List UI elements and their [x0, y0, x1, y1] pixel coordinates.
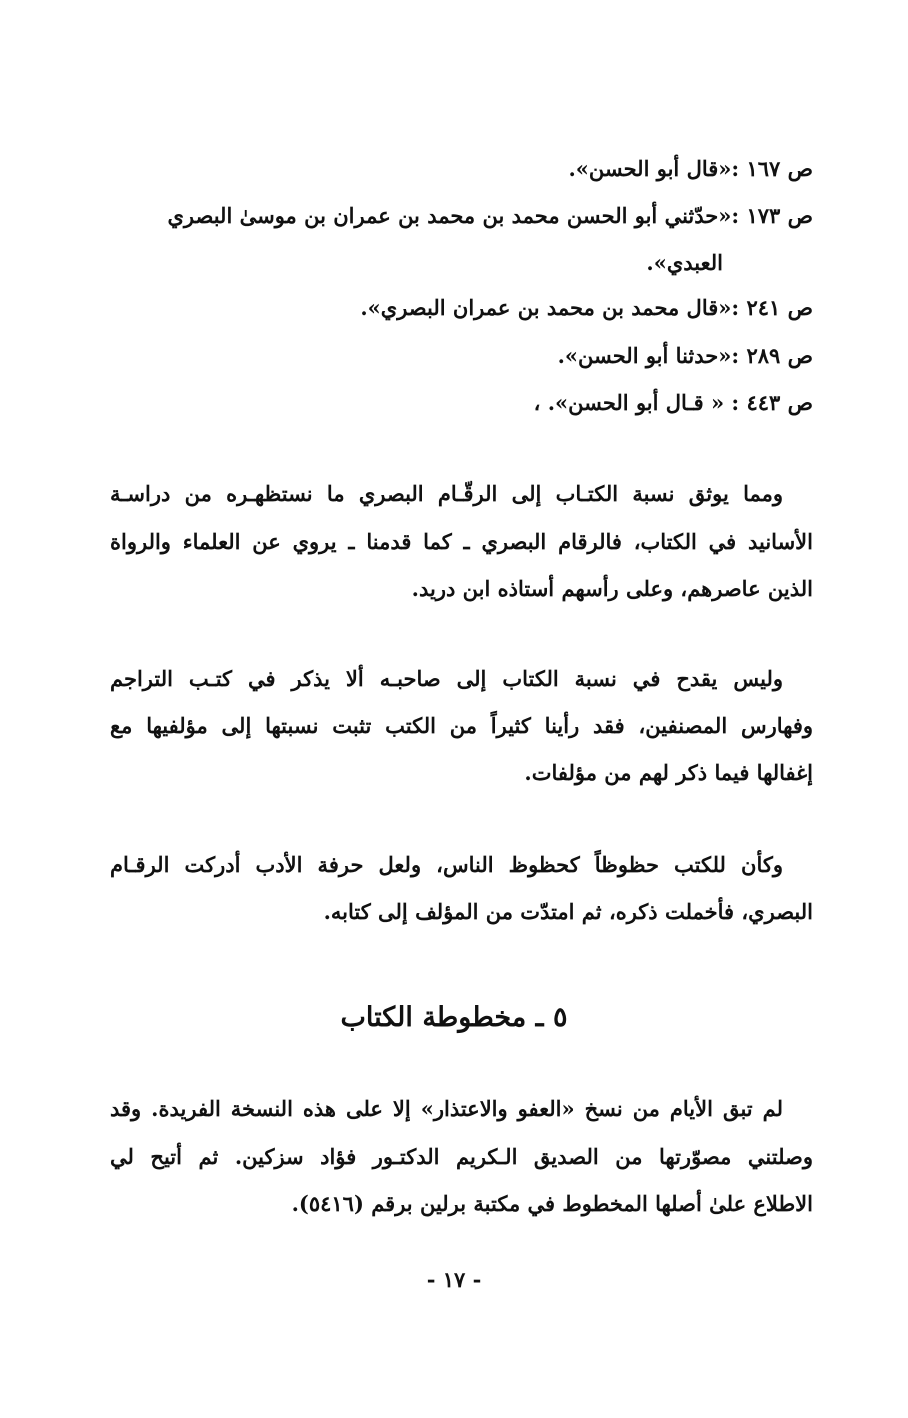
reference-line: ص ١٧٣ :«حدّثني أبو الحسن محمد بن محمد بن عمران بن موسىٰ البصري — [167, 203, 813, 228]
paragraph-line: الذين عاصرهم، وعلى رأسهم أستاذه ابن دريد. — [411, 576, 813, 601]
paragraph-line: إغفالها فيما ذكر لهم من مؤلفات. — [524, 760, 813, 785]
paragraph-line: البصري، فأخملت ذكره، ثم امتدّت من المؤلف إلى كتابه. — [323, 899, 813, 924]
reference-line: ص ٢٨٩ :«حدثنا أبو الحسن». — [557, 343, 813, 368]
reference-line: ص ١٦٧ :«قال أبو الحسن». — [568, 156, 813, 181]
paragraph-line: وفهارس المصنفين، فقد رأينا كثيراً من الكتب تثبت نسبتها إلى مؤلفيها مع — [110, 713, 813, 738]
paragraph-line: ومما يوثق نسبة الكتـاب إلى الرقّـام البصري ما نستظهـره من دراسـة — [110, 481, 783, 506]
reference-line: ص ٢٤١ :«قال محمد بن محمد بن عمران البصري». — [360, 295, 813, 320]
paragraph-line: وكأن للكتب حظوظاً كحظوظ الناس، ولعل حرفة الأدب أدركت الرقـام — [110, 852, 783, 877]
paragraph-line: وصلتني مصوّرتها من الصديق الـكريم الدكتـور فؤاد سزكين. ثم أتيح لي — [110, 1144, 813, 1169]
reference-line: ص ٤٤٣ : « قـال أبو الحسن». ، — [533, 390, 813, 415]
paragraph-line: لم تبق الأيام من نسخ «العفو والاعتذار» إلا على هذه النسخة الفريدة. وقد — [110, 1096, 783, 1121]
reference-line-continuation: العبدي». — [646, 250, 723, 275]
section-heading: ٥ ـ مخطوطة الكتاب — [340, 1002, 568, 1033]
paragraph-line: الاطلاع علىٰ أصلها المخطوط في مكتبة برلين برقم (٥٤١٦). — [291, 1191, 813, 1216]
paragraph-line: الأسانيد في الكتاب، فالرقام البصري ـ كما قدمنا ـ يروي عن العلماء والرواة — [110, 529, 813, 554]
paragraph-line: وليس يقدح في نسبة الكتاب إلى صاحبـه ألا يذكر في كتـب التراجم — [110, 666, 783, 691]
page-number: - ١٧ - — [426, 1267, 482, 1292]
